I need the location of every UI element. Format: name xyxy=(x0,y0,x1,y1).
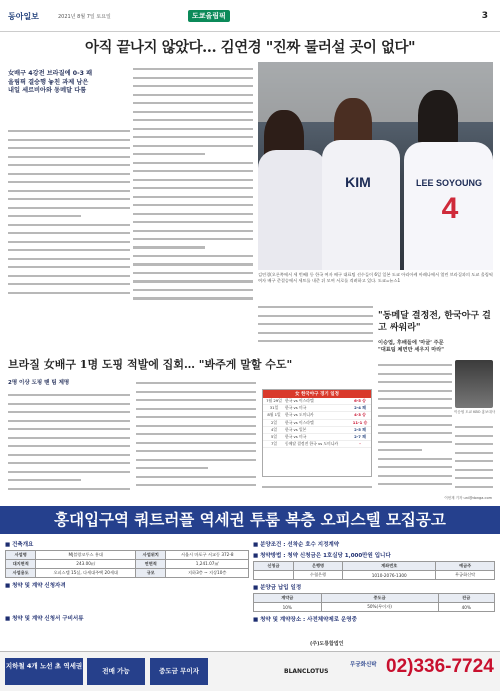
text-line xyxy=(136,484,256,486)
text-line xyxy=(8,292,130,294)
text-line xyxy=(378,483,452,485)
lede-line: 女배구 4강전 브라질에 0-3 패 xyxy=(8,70,93,77)
schedule-match: 한국 vs 이스라엘 xyxy=(285,398,314,403)
text-line xyxy=(8,156,130,158)
table-cell: 연면적 xyxy=(136,560,166,569)
text-line xyxy=(8,437,130,439)
text-line xyxy=(378,449,422,451)
feature-badge: 중도금 무이자 xyxy=(150,658,208,685)
table-cell: 오피스텔 15실, 다세대주택 20세대 xyxy=(36,569,136,578)
text-line xyxy=(133,213,253,215)
schedule-match: 한국 vs 도미니카 xyxy=(285,412,314,418)
ad-section-title: ■ 건축개요 xyxy=(5,542,34,548)
text-line xyxy=(8,232,130,234)
text-line xyxy=(8,215,81,217)
table-cell: 1,241.07㎡ xyxy=(166,560,249,569)
table-cell: 잔금 xyxy=(438,594,494,603)
ad-section-title: ■ 청약방법 : 청약 신청금은 1호실당 1,000만원 입니다 xyxy=(253,553,391,559)
schedule-row xyxy=(263,441,371,448)
text-line xyxy=(133,230,253,232)
main-headline: 아직 끝나지 않았다… 김연경 "진짜 물러설 곳이 없다" xyxy=(84,39,416,56)
newspaper-logo: 동아일보 xyxy=(8,11,39,21)
text-line xyxy=(8,403,130,405)
text-line xyxy=(133,246,205,248)
text-line xyxy=(8,258,130,260)
text-line xyxy=(8,283,130,285)
table-cell: 243.00㎡ xyxy=(36,560,136,569)
text-line xyxy=(378,441,452,443)
schedule-row xyxy=(263,434,371,441)
text-line xyxy=(8,181,130,183)
text-line xyxy=(378,458,452,460)
schedule-result: 2-4 패 xyxy=(354,405,366,411)
text-line xyxy=(378,466,452,468)
text-line xyxy=(8,130,130,132)
page-number: 3 xyxy=(481,11,488,21)
text-line xyxy=(8,420,130,422)
table-cell: 사업명 xyxy=(6,551,36,560)
text-line xyxy=(262,486,372,488)
text-line xyxy=(378,415,452,417)
schedule-row xyxy=(263,427,371,434)
text-line xyxy=(8,207,130,209)
ad-left-column xyxy=(5,537,249,656)
body-text-col-2 xyxy=(133,62,253,302)
text-line xyxy=(8,428,130,430)
schedule-match: 한국 vs 미국 xyxy=(285,434,307,440)
text-line xyxy=(133,263,253,265)
text-line xyxy=(8,394,130,396)
table-cell: 사업위치 xyxy=(136,551,166,560)
text-line xyxy=(136,382,256,384)
text-line xyxy=(455,486,493,488)
table-cell: 지하3층 ~ 지상10층 xyxy=(166,569,249,578)
text-line xyxy=(133,221,253,223)
text-line xyxy=(8,241,130,243)
text-line xyxy=(378,424,452,426)
feature-badge: 지하철 4개 노선 초 역세권 xyxy=(5,658,83,685)
ad-section-title: ■ 분양금 납입 일정 xyxy=(253,585,302,591)
deposit-table xyxy=(253,561,495,580)
schedule-row xyxy=(263,420,371,427)
schedule-result: 2-5 패 xyxy=(354,426,366,432)
table-cell: 무궁화신탁 xyxy=(436,571,495,580)
table-cell: 대지면적 xyxy=(6,560,36,569)
text-line xyxy=(378,432,452,434)
text-line xyxy=(8,471,130,473)
text-line xyxy=(136,408,256,410)
body-text-col-7 xyxy=(136,376,256,493)
text-line xyxy=(258,306,373,308)
body-text-col-5 xyxy=(455,420,493,493)
table-cell: 10% xyxy=(254,603,322,612)
schedule-result: 11-1 승 xyxy=(352,419,368,425)
schedule-date: 7일 xyxy=(270,441,278,447)
text-line xyxy=(133,111,253,113)
table-cell: 규모 xyxy=(136,569,166,578)
table-cell: 사업용도 xyxy=(6,569,36,578)
table-cell: 신청금 xyxy=(254,562,294,571)
text-line xyxy=(8,249,130,251)
schedule-date: 2일 xyxy=(270,419,278,425)
text-line xyxy=(258,340,373,342)
text-line xyxy=(133,85,253,87)
text-line xyxy=(133,179,253,181)
text-line xyxy=(8,445,130,447)
text-line xyxy=(455,477,493,479)
text-line xyxy=(8,488,130,490)
table-cell: 은행명 xyxy=(293,562,342,571)
ad-headline: 홍대입구역 쿼트러플 역세권 투룸 복층 오피스텔 모집공고 xyxy=(0,506,500,534)
schedule-date: 7월 29일 xyxy=(266,398,282,403)
text-line xyxy=(455,443,493,445)
lede-subheads xyxy=(8,70,128,96)
body-text-col-1 xyxy=(8,124,130,295)
feature-badge: 전매 가능 xyxy=(87,658,145,685)
text-line xyxy=(133,255,253,257)
table-cell xyxy=(254,571,294,580)
contact-phone: 02)336-7724 xyxy=(386,656,494,677)
pullquote-headline: "동메달 결정전, 한국아구 걸고 싸워라" xyxy=(378,311,491,333)
text-line xyxy=(133,280,253,282)
table-cell: 서울시 마포구 서교동 372-8 xyxy=(166,551,249,560)
text-line xyxy=(8,139,130,141)
player-jersey xyxy=(258,150,326,270)
schedule-date: 31일 xyxy=(269,405,279,411)
schedule-result: 2-7 패 xyxy=(354,434,366,440)
builder-name: (주)도룡합법인 xyxy=(310,641,344,647)
schedule-date: 8월 1일 xyxy=(267,412,281,418)
schedule-match: 한국 vs 이스라엘 xyxy=(285,419,314,425)
mugshot-photo xyxy=(455,360,493,408)
text-line xyxy=(133,77,253,79)
text-line xyxy=(133,170,253,172)
schedule-match: 동메달 결정전 한국 vs 도미니카 xyxy=(285,441,339,447)
text-line xyxy=(136,425,256,427)
text-line xyxy=(136,467,208,469)
building-overview-table xyxy=(5,550,249,578)
text-line xyxy=(133,187,253,189)
text-line xyxy=(455,435,493,437)
text-line xyxy=(8,224,130,226)
ad-right-column xyxy=(253,537,495,647)
text-line xyxy=(133,196,253,198)
text-line xyxy=(133,204,253,206)
section-badge: 도쿄올림픽 xyxy=(188,10,230,22)
reporter-credit: 이헌재 기자 uni@donga.com xyxy=(444,496,492,500)
second-lede: 2명 이상 도핑 땐 팀 제명 xyxy=(8,380,70,386)
jersey-number: 4 xyxy=(441,192,459,225)
text-line xyxy=(8,275,130,277)
body-text-col-3 xyxy=(258,300,373,348)
pullquote-subline: "대표팀 체면만 세우지 마라" xyxy=(378,347,444,353)
table-cell: 40% xyxy=(438,603,494,612)
text-line xyxy=(8,190,130,192)
text-line xyxy=(455,469,493,471)
mugshot-caption: 이승엽 도쿄 KBO 홍보대사 xyxy=(454,410,496,414)
brand-logo: BLANCLOTUS xyxy=(284,668,329,675)
text-line xyxy=(378,407,452,409)
ad-section-title: ■ 분양조건 : 선착순 호수 지정계약 xyxy=(253,542,340,548)
text-line xyxy=(258,315,373,317)
schedule-result: 6-5 승 xyxy=(354,398,366,403)
text-line xyxy=(378,373,452,375)
payment-schedule-table xyxy=(253,593,495,612)
text-line xyxy=(133,289,253,291)
table-cell: 50%(무이자) xyxy=(321,603,438,612)
text-line xyxy=(455,452,493,454)
trustee-logo: 무궁화신탁 xyxy=(350,662,377,668)
table-cell: 수협은행 xyxy=(293,571,342,580)
text-line xyxy=(133,94,253,96)
schedule-rows xyxy=(263,398,371,448)
text-line xyxy=(136,450,256,452)
schedule-result: 4-3 승 xyxy=(354,412,366,418)
text-line xyxy=(8,266,130,268)
text-line xyxy=(378,364,452,366)
text-line xyxy=(136,459,256,461)
text-line xyxy=(133,128,253,130)
text-line xyxy=(136,433,256,435)
table-cell: 예금주 xyxy=(436,562,495,571)
text-line xyxy=(455,426,493,428)
volleyball-team-photo xyxy=(258,62,493,270)
text-line xyxy=(258,323,373,325)
text-line xyxy=(8,454,130,456)
text-line xyxy=(455,460,493,462)
text-line xyxy=(136,442,256,444)
text-line xyxy=(8,173,130,175)
text-line xyxy=(8,147,130,149)
text-line xyxy=(133,145,253,147)
text-line xyxy=(133,102,253,104)
text-line xyxy=(378,381,452,383)
schedule-row xyxy=(263,405,371,412)
table-cell: MJ블랑코투스 홍대 xyxy=(36,551,136,560)
body-text-col-6 xyxy=(8,388,130,493)
photo-caption: 김연경(오른쪽에서 세 번째) 등 한국 여자 배구 대표팀 선수들이 6일 일본 도쿄 아리아케 아레나에서 열린 브라질과의 도쿄 올림픽 여자 배구 준결승에서 세트를 내준 뒤 모여 서로를 격려하고 있다. 도쿄=뉴스1 xyxy=(258,272,493,283)
text-line xyxy=(378,390,452,392)
text-line xyxy=(378,398,452,400)
text-line xyxy=(133,136,253,138)
player-head xyxy=(418,90,458,146)
schedule-match: 한국 vs 일본 xyxy=(285,426,307,432)
table-cell: 1010-2076-1300 xyxy=(343,571,436,580)
body-text-col-8 xyxy=(262,480,372,494)
lede-line: 내일 세르비아와 동메달 다툼 xyxy=(8,87,87,94)
text-line xyxy=(136,391,256,393)
second-headline: 브라질 女배구 1명 도핑 적발에 집회… "봐주게 말할 수도" xyxy=(8,358,293,371)
schedule-row xyxy=(263,398,371,405)
jersey-name: LEE SOYOUNG xyxy=(415,178,482,188)
schedule-row xyxy=(263,412,371,419)
text-line xyxy=(378,475,452,477)
text-line xyxy=(8,411,130,413)
text-line xyxy=(136,476,256,478)
pullquote-subline: 이승엽, 후배들에 '마굴' 주문 xyxy=(378,340,444,346)
masthead xyxy=(0,0,500,32)
table-cell: 계약금 xyxy=(254,594,322,603)
text-line xyxy=(133,162,253,164)
pullquote-subheads xyxy=(378,340,496,354)
schedule-table xyxy=(262,389,372,477)
schedule-date: 4일 xyxy=(270,426,278,432)
ad-section-title: ■ 청약 및 계약 신청서 구비서류 xyxy=(5,616,84,622)
text-line xyxy=(133,238,253,240)
schedule-title: 女 한국야구 경기 일정 xyxy=(263,390,371,398)
jersey-name: KIM xyxy=(345,174,371,190)
table-cell: 계좌번호 xyxy=(343,562,436,571)
issue-date: 2021년 8월 7일 토요일 xyxy=(58,14,111,20)
ad-section-title: ■ 청약 및 계약 신청자격 xyxy=(5,583,66,589)
player-jersey xyxy=(322,140,400,270)
text-line xyxy=(8,164,130,166)
body-text-col-4 xyxy=(378,358,452,493)
schedule-match: 한국 vs 미국 xyxy=(285,405,307,411)
ad-footer xyxy=(0,651,500,691)
text-line xyxy=(8,479,81,481)
text-line xyxy=(8,198,130,200)
text-line xyxy=(133,119,253,121)
text-line xyxy=(133,153,205,155)
text-line xyxy=(136,416,256,418)
ad-section-title: ■ 청약 및 계약장소 : 사전체약제로 운영중 xyxy=(253,617,357,623)
text-line xyxy=(133,297,253,299)
text-line xyxy=(136,399,256,401)
lede-line: 올림픽 결승행 놓친 과제 남은 xyxy=(8,78,89,86)
text-line xyxy=(258,332,373,334)
table-cell: 중도금 xyxy=(321,594,438,603)
schedule-date: 5일 xyxy=(270,434,278,440)
text-line xyxy=(133,68,253,70)
text-line xyxy=(133,272,253,274)
schedule-result: - xyxy=(359,441,361,447)
text-line xyxy=(8,462,130,464)
